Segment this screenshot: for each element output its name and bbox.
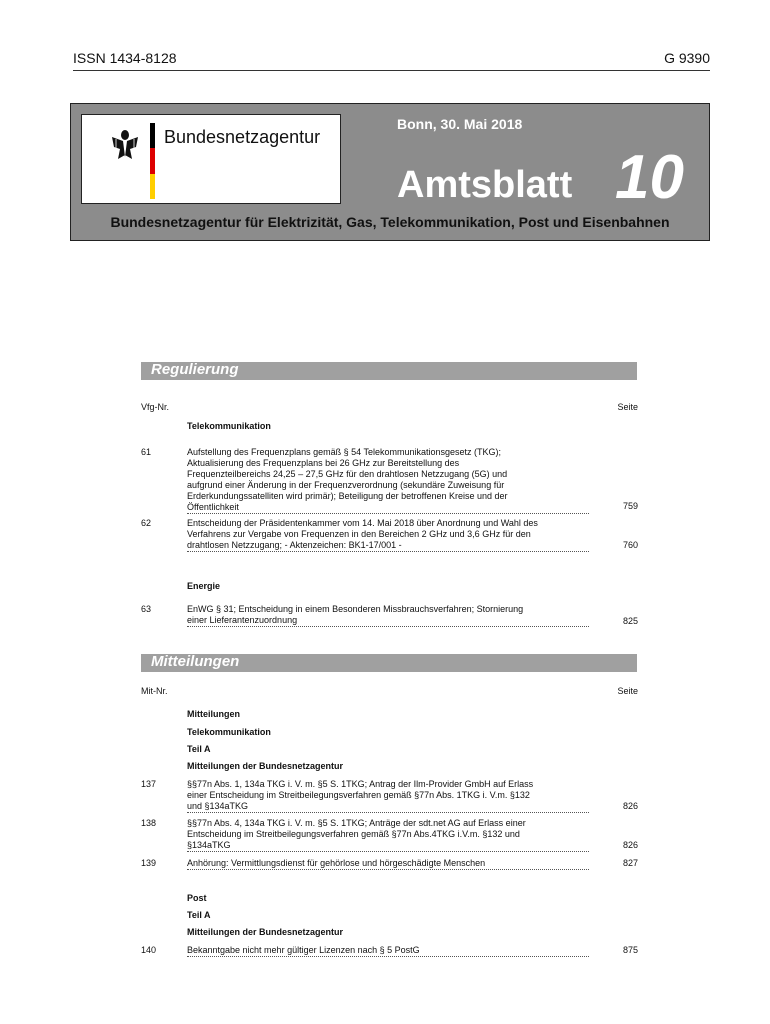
toc-entry[interactable] bbox=[187, 945, 589, 957]
entry-line: Anhörung: Vermittlungsdienst für gehörlose und hörgeschädigte Menschen bbox=[187, 858, 589, 870]
page-number: 760 bbox=[622, 540, 638, 550]
entry-line: Öffentlichkeit bbox=[187, 502, 589, 514]
entry-line: Verfahrens zur Vergabe von Frequenzen in den Bereichen 2 GHz und 3,6 GHz für den bbox=[187, 529, 531, 539]
entry-number: 139 bbox=[141, 858, 157, 868]
group-heading: Mitteilungen der Bundesnetzagentur bbox=[187, 761, 344, 771]
entry-line: und §134aTKG bbox=[187, 801, 589, 813]
entry-line: §134aTKG bbox=[187, 840, 589, 852]
entry-line: §§77n Abs. 1, 134a TKG i. V. m. §5 S. 1TKG; Antrag der Ilm-Provider GmbH auf Erlass bbox=[187, 779, 534, 789]
entry-line: Erderkundungssatelliten wird primär); Beteiligung der betroffenen Kreise und der bbox=[187, 491, 508, 501]
page-number: 825 bbox=[622, 616, 638, 626]
group-heading: Mitteilungen der Bundesnetzagentur bbox=[187, 927, 344, 937]
page-number: 827 bbox=[622, 858, 638, 868]
publication-subtitle: Bundesnetzagentur für Elektrizität, Gas, Telekommunikation, Post und Eisenbahnen bbox=[110, 214, 670, 230]
org-name: Bundesnetzagentur bbox=[164, 127, 321, 147]
column-label-seite: Seite bbox=[617, 686, 638, 696]
entry-number: 137 bbox=[141, 779, 157, 789]
issn-number: ISSN 1434-8128 bbox=[73, 50, 177, 66]
section-title: Mitteilungen bbox=[151, 653, 240, 670]
issue-number: 10 bbox=[615, 143, 684, 212]
g-number: G 9390 bbox=[664, 50, 710, 66]
group-heading-telekommunikation: Telekommunikation bbox=[187, 421, 271, 431]
column-label-vfg: Vfg-Nr. bbox=[141, 402, 170, 412]
toc-entry[interactable] bbox=[187, 518, 589, 552]
masthead bbox=[70, 103, 710, 241]
entry-line: EnWG § 31; Entscheidung in einem Besonderen Missbrauchsverfahren; Stornierung bbox=[187, 604, 524, 614]
column-label-mit: Mit-Nr. bbox=[141, 686, 168, 696]
entry-line: Aktualisierung des Frequenzplans bei 26 GHz zur Bereitstellung des bbox=[187, 458, 460, 468]
entry-line: Bekanntgabe nicht mehr gültiger Lizenzen nach § 5 PostG bbox=[187, 945, 589, 957]
toc-entry[interactable] bbox=[187, 818, 589, 852]
german-flag-stripe bbox=[150, 123, 155, 199]
section-header-mitteilungen bbox=[141, 654, 637, 672]
entry-number: 62 bbox=[141, 518, 152, 528]
group-heading: Telekommunikation bbox=[187, 727, 271, 737]
entry-number: 63 bbox=[141, 604, 152, 614]
page-number: 875 bbox=[622, 945, 638, 955]
column-label-seite: Seite bbox=[617, 402, 638, 412]
entry-line: einer Entscheidung im Streitbeilegungsverfahren gemäß §77n Abs. 1TKG i. V.m. §132 bbox=[187, 790, 530, 800]
entry-line: drahtlosen Netzzugang; - Aktenzeichen: BK1-17/001 - bbox=[187, 540, 589, 552]
page-number: 826 bbox=[622, 840, 638, 850]
group-heading: Teil A bbox=[187, 744, 211, 754]
entry-line: Entscheidung der Präsidentenkammer vom 14. Mai 2018 über Anordnung und Wahl des bbox=[187, 518, 538, 528]
entry-line: einer Lieferantenzuordnung bbox=[187, 615, 589, 627]
toc-entry[interactable] bbox=[187, 604, 589, 627]
section-header-regulierung bbox=[141, 362, 637, 380]
publication-title: Amtsblatt bbox=[397, 164, 573, 206]
entry-number: 61 bbox=[141, 447, 152, 457]
toc-entry[interactable] bbox=[187, 779, 589, 813]
entry-line: Frequenzteilbereichs 24,25 – 27,5 GHz für den drahtlosen Netzzugang (5G) und bbox=[187, 469, 508, 479]
group-heading: Mitteilungen bbox=[187, 709, 240, 719]
entry-number: 140 bbox=[141, 945, 157, 955]
logo-box bbox=[81, 114, 341, 204]
entry-line: aufgrund einer Änderung in der Frequenzverordnung (sekundäre Zuweisung für bbox=[187, 480, 505, 490]
group-heading: Post bbox=[187, 893, 207, 903]
entry-line: Entscheidung im Streitbeilegungsverfahren gemäß §77n Abs.4TKG i.V.m. §132 und bbox=[187, 829, 520, 839]
section-title: Regulierung bbox=[151, 361, 239, 378]
top-header-line bbox=[73, 50, 710, 71]
group-heading: Teil A bbox=[187, 910, 211, 920]
toc-entry[interactable] bbox=[187, 447, 589, 514]
page-number: 826 bbox=[622, 801, 638, 811]
federal-eagle-icon bbox=[110, 127, 140, 163]
entry-line: Aufstellung des Frequenzplans gemäß § 54 Telekommunikationsgesetz (TKG); bbox=[187, 447, 501, 457]
entry-number: 138 bbox=[141, 818, 157, 828]
toc-entry[interactable] bbox=[187, 858, 589, 870]
group-heading-energie: Energie bbox=[187, 581, 221, 591]
entry-line: §§77n Abs. 4, 134a TKG i. V. m. §5 S. 1TKG; Anträge der sdt.net AG auf Erlass einer bbox=[187, 818, 526, 828]
page-number: 759 bbox=[622, 501, 638, 511]
issue-date: Bonn, 30. Mai 2018 bbox=[397, 116, 523, 132]
